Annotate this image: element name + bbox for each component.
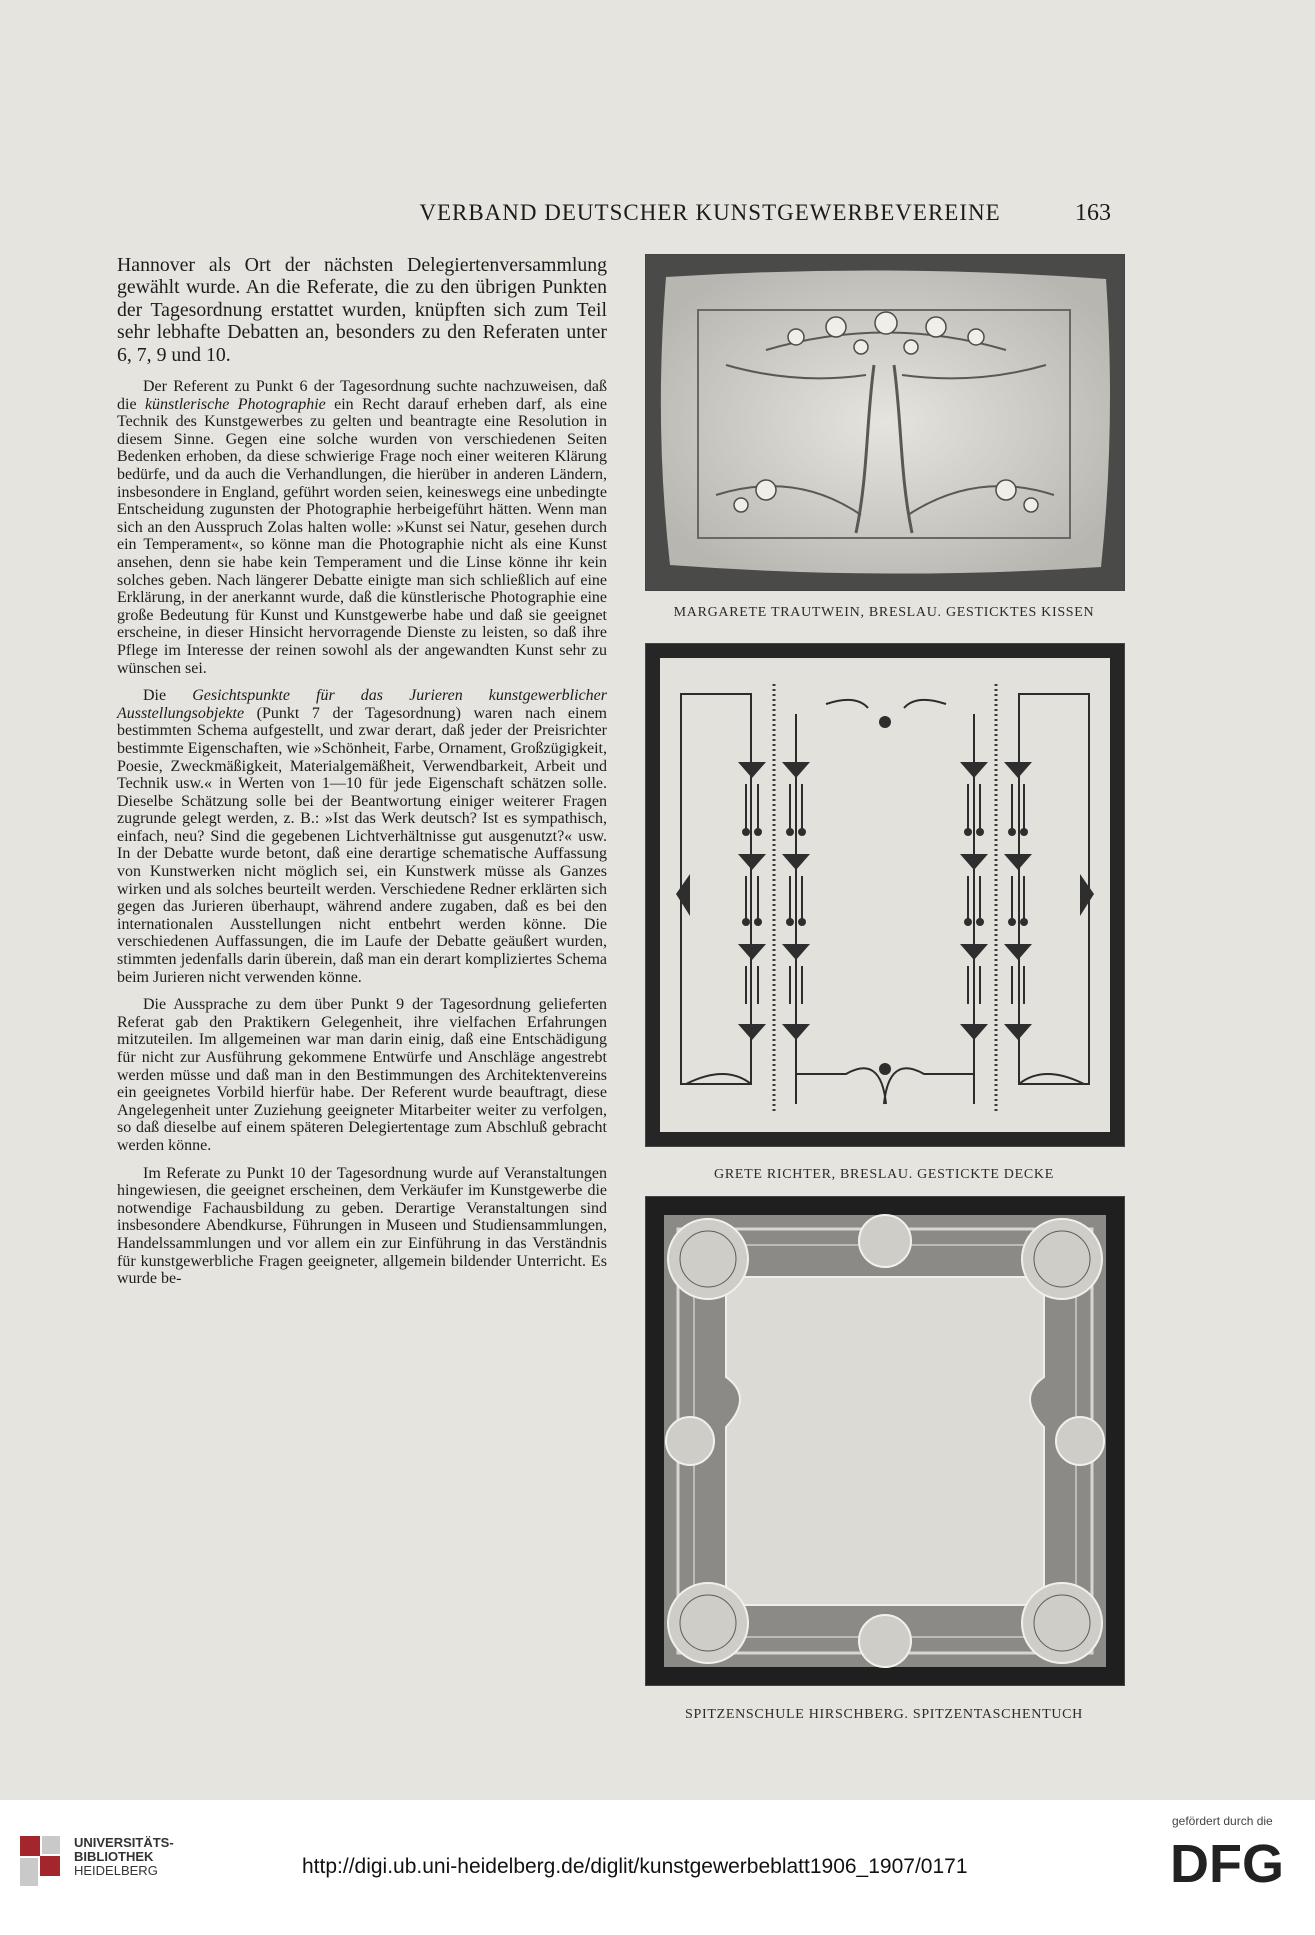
- italic-term: künstlerische Photographie: [144, 395, 326, 413]
- viewer-footer: [0, 1800, 1315, 1935]
- figure-caption: MARGARETE TRAUTWEIN, BRESLAU. GESTICKTES KISSEN: [673, 605, 1095, 620]
- text-column: [117, 254, 607, 1298]
- library-name: [74, 1836, 174, 1878]
- page-header: [110, 200, 1120, 234]
- cushion-photo: [645, 254, 1125, 591]
- cushion-illustration: [646, 255, 1124, 590]
- paragraph-text: ein Recht darauf erheben darf, als eine Technik des Kunstgewerbes zu gelten und beantragte eine Resolution in diesem Sinne. Gegen eine solche wurden von verschiedenen Seiten Bedenken erhoben, da diese schwierige Frage noch einer weiteren Klärung bedürfe, und da auch die Verhandlungen, die hierüber in anderen Ländern, insbesondere in England, geführt worden seien, keineswegs eine unbedingte Entscheidung zugunsten der Photographie herbeigeführt hätten. Wenn man sich an den Ausspruch Zolas halten wolle: »Kunst sei Natur, gesehen durch ein Temperament«, so könne man die Photographie nicht als eine Kunst ansehen, denn sie habe kein Temperament und die Linse könne ihr kein solches geben. Nach längerer Debatte einigte man sich schließlich auf eine Erklärung, in der anerkannt wurde, daß die künstlerische Photographie eine große Bedeutung für Kunst und Kunstgewerbe habe und daß sie geeignet erscheine, in dieser Hinsicht hervorragende Dienste zu leisten, so daß ihre Pflege im Interesse der reinen sowohl als der angewandten Kunst sehr zu wünschen sei.: [117, 395, 607, 677]
- paragraph-training: Im Referate zu Punkt 10 der Tagesordnung wurde auf Veranstaltungen hingewiesen, die geeignet erscheinen, dem Verkäufer im Kunstgewerbe die notwendige Fachausbildung zu geben. Derartige Veranstaltungen sind insbesondere Abendkurse, Führungen in Museen und Studiensammlungen, Handelssammlungen und vor allem ein zur Einführung in das Verständnis für kunstgewerbliche Fragen geeigneter, allgemein bildender Unterricht. Es wurde be-: [117, 1164, 607, 1288]
- library-name-line: BIBLIOTHEK: [74, 1849, 154, 1864]
- paragraph-compensation: Die Aussprache zu dem über Punkt 9 der Tagesordnung gelieferten Referat gab den Praktikern Gelegenheit, ihre vielfachen Erfahrungen mitzuteilen. Im allgemeinen war man darin einig, daß eine Entschädigung für nicht zur Ausführung gekommene Entwürfe und Anschläge angestrebt werden müsse und daß man in den Bestimmungen des Architektenvereins ein geeignetes Vorbild hierfür habe. Der Referent wurde beauftragt, diese Angelegenheit unter Zuziehung geeigneter Mitarbeiter weiter zu verfolgen, so daß dieselbe auf einem späteren Delegiertentage zum Abschluß gebracht werden könne.: [117, 996, 607, 1154]
- paragraph-photography: [117, 378, 607, 677]
- paragraph-jury: [117, 687, 607, 986]
- figure-handkerchief: [645, 1196, 1125, 1736]
- library-name-line: UNIVERSITÄTS-: [74, 1835, 174, 1850]
- university-library-logo-icon: [18, 1834, 62, 1888]
- paragraph-text: Der Referent zu Punkt 6 der Tagesordnung suchte nachzuweisen, daß die: [117, 378, 607, 413]
- figure-cushion: [645, 254, 1125, 634]
- running-title: VERBAND DEUTSCHER KUNSTGEWERBEVEREINE: [419, 200, 1001, 225]
- dfg-logo-text: DFG: [1170, 1836, 1284, 1888]
- cover-photo: [645, 643, 1125, 1147]
- page-number: 163: [1075, 200, 1111, 226]
- figure-caption: SPITZENSCHULE HIRSCHBERG. SPITZENTASCHENTUCH: [685, 1707, 1083, 1722]
- paragraph-text: (Punkt 7 der Tagesordnung) waren nach einem bestimmten Schema aufgestellt, und zwar derart, daß jeder der Preisrichter bestimmte Eigenschaften, wie »Schönheit, Farbe, Ornament, Großzügigkeit, Poesie, Zweckmäßigkeit, Materialgemäßheit, Verwendbarkeit, Arbeit und Technik usw.« in Werten von 1—10 für jede Eigenschaft schätzen solle. Dieselbe Schätzung solle bei der Beantwortung einiger weiterer Fragen zugrunde gelegt werden, z. B.: »Ist das Werk deutsch? Ist es sympathisch, einfach, neu? Sind die gegebenen Lichtverhältnisse gut ausgenutzt?« usw. In der Debatte wurde betont, daß eine derartige schematische Auffassung von Kunstwerken nicht möglich sei, ein Kunstwerk müsse als Ganzes wirken und als solches beurteilt werden. Verschiedene Redner erklärten sich gegen das Jurieren überhaupt, während andere zugaben, daß es bei den internationalen Ausstellungen nicht entbehrt werden könne. Die verschiedenen Auffassungen, die im Laufe der Debatte geäußert wurden, stimmten jedenfalls darin überein, daß man ein derart kompliziertes Schema beim Jurieren nicht verwenden könne.: [117, 704, 607, 986]
- handkerchief-photo: [645, 1196, 1125, 1686]
- paragraph-text: Die: [143, 687, 193, 705]
- dfg-logo-icon: [1170, 1836, 1298, 1888]
- lead-paragraph: Hannover als Ort der nächsten Delegiertenversammlung gewählt wurde. An die Referate, die zu den übrigen Punkten der Tagesordnung erstattet wurden, knüpften sich zum Teil sehr lebhafte Debatten an, besonders zu den Referaten unter 6, 7, 9 und 10.: [117, 254, 607, 366]
- figure-caption: GRETE RICHTER, BRESLAU. GESTICKTE DECKE: [714, 1167, 1054, 1182]
- figure-cover: [645, 643, 1125, 1183]
- funding-label: gefördert durch die: [1172, 1814, 1273, 1828]
- handkerchief-illustration: [646, 1197, 1124, 1685]
- library-name-line: HEIDELBERG: [74, 1863, 158, 1878]
- permalink-url[interactable]: http://digi.ub.uni-heidelberg.de/diglit/kunstgewerbeblatt1906_1907/0171: [302, 1855, 968, 1878]
- italic-term: Gesichtspunkte für das Jurieren kunstgewerblicher Ausstellungsobjekte: [117, 687, 608, 722]
- cover-illustration: [646, 644, 1124, 1146]
